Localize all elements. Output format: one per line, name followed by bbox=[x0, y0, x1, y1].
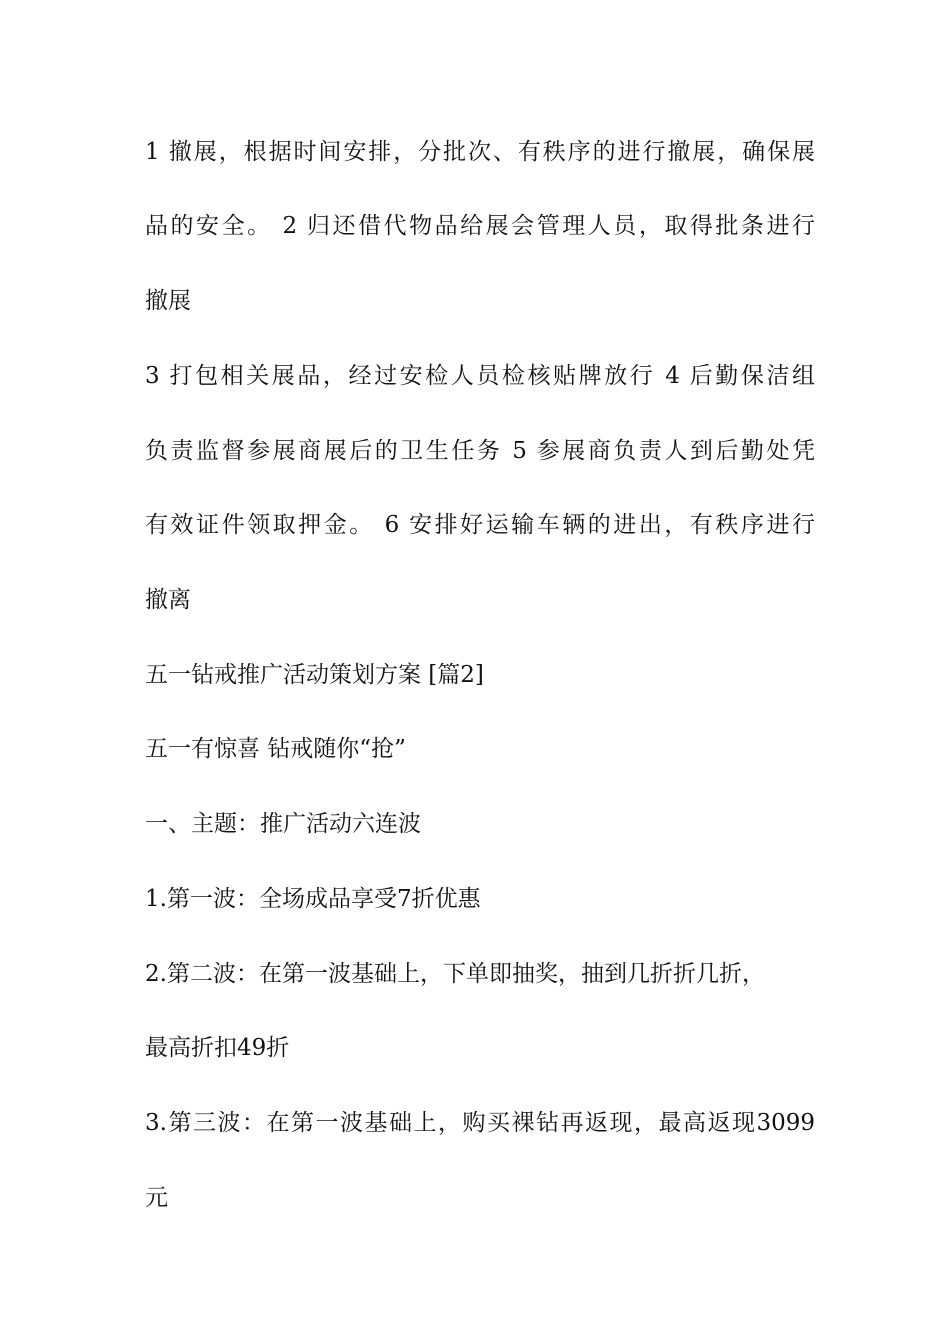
slogan-line: 五一有惊喜 钻戒随你“抢” bbox=[145, 736, 406, 762]
list-item-1: 1.第一波：全场成品享受7折优惠 bbox=[145, 886, 481, 912]
text-line-1: 1 撤展，根据时间安排，分批次、有秩序的进行撤展，确保展 bbox=[145, 139, 815, 165]
text-line-2: 品的安全。 2 归还借代物品给展会管理人员，取得批条进行 bbox=[145, 213, 815, 239]
text-line-3: 撤展 bbox=[145, 288, 191, 314]
list-item-2-continued: 最高折扣49折 bbox=[145, 1035, 290, 1061]
heading-theme: 一、主题：推广活动六连波 bbox=[145, 811, 421, 837]
text-line-6: 有效证件领取押金。 6 安排好运输车辆的进出，有秩序进行 bbox=[145, 512, 815, 538]
list-item-2: 2.第二波：在第一波基础上，下单即抽奖，抽到几折折几折， bbox=[145, 961, 765, 987]
text-line-5: 负责监督参展商展后的卫生任务 5 参展商负责人到后勤处凭 bbox=[145, 438, 815, 464]
list-item-3-continued: 元 bbox=[145, 1185, 168, 1211]
text-line-7: 撤离 bbox=[145, 587, 191, 613]
list-item-3: 3.第三波：在第一波基础上，购买裸钻再返现，最高返现3099 bbox=[145, 1110, 815, 1136]
section-title: 五一钻戒推广活动策划方案 [篇2] bbox=[145, 662, 484, 688]
text-line-4: 3 打包相关展品，经过安检人员检核贴牌放行 4 后勤保洁组 bbox=[145, 363, 815, 389]
